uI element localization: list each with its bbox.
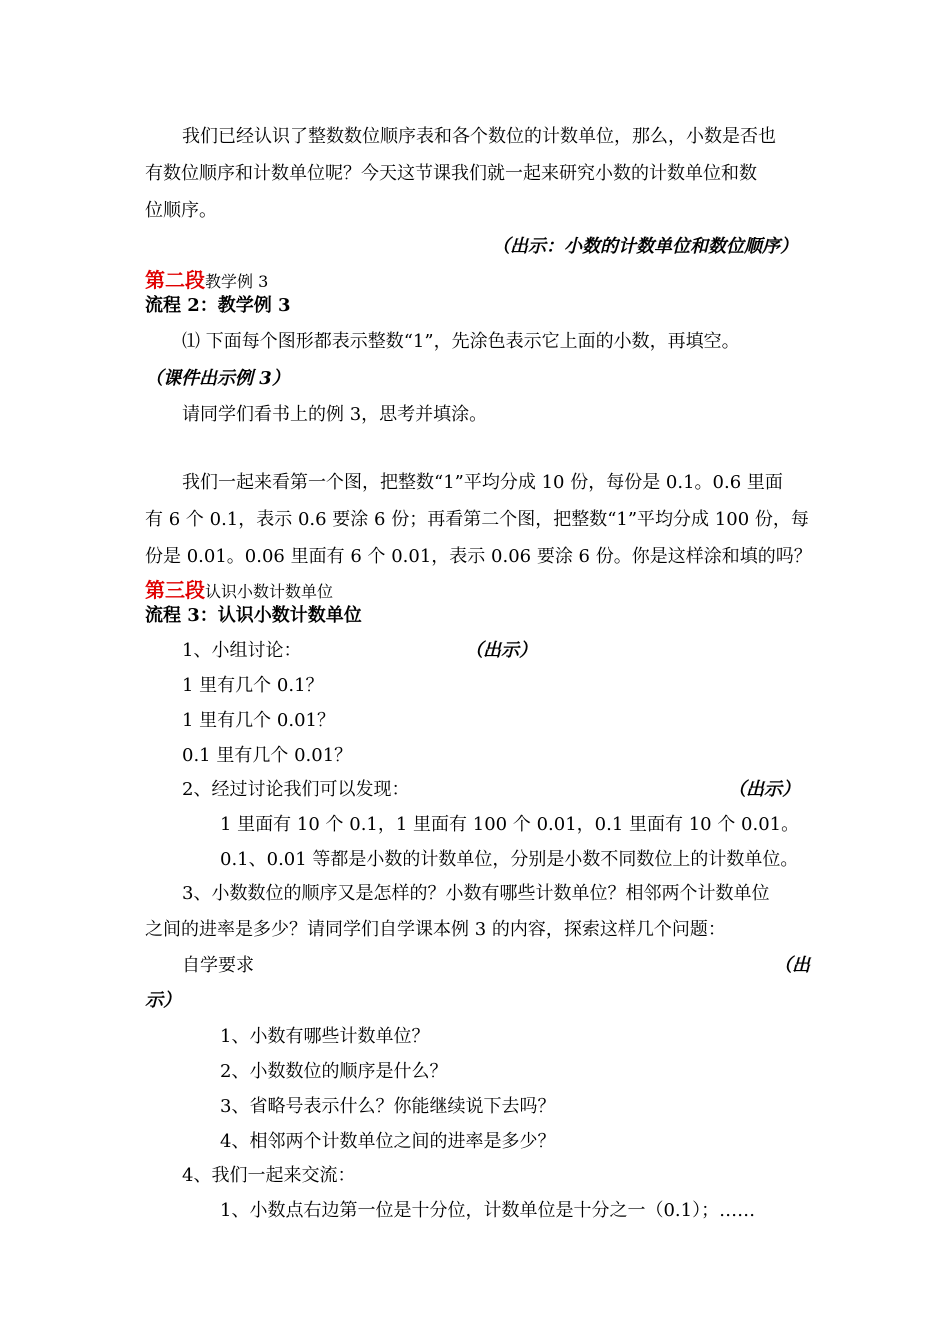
explain-line-2: 有 6 个 0.1，表示 0.6 要涂 6 份；再看第二个图，把整数“1”平均分成 100 份，每 [145,509,809,530]
discuss-label: 1、小组讨论： [182,640,302,661]
section-3-tag: 第三段 [145,578,205,602]
section-3-title: 认识小数计数单位 [205,582,334,601]
requirement-4: 4、相邻两个计数单位之间的进率是多少？ [220,1131,556,1152]
example-item-1: ⑴ 下面每个图形都表示整数“1”，先涂色表示它上面的小数，再填空。 [182,331,740,352]
question-3: 0.1 里有几个 0.01？ [182,745,353,766]
section-3-heading [145,578,333,604]
point-3-line-2: 之间的进率是多少？请同学们自学课本例 3 的内容，探索这样几个问题： [145,919,726,940]
explain-line-3: 份是 0.01。0.06 里面有 6 个 0.01，表示 0.06 要涂 6 份。你是这样涂和填的吗？ [145,546,812,567]
question-2: 1 里有几个 0.01？ [182,710,335,731]
section-2-heading [145,268,268,294]
find-note: （出示） [728,779,800,800]
show-note: （出示：小数的计数单位和数位顺序） [492,236,798,257]
requirement-3: 3、省略号表示什么？你能继续说下去吗？ [220,1096,556,1117]
explain-line-1: 我们一起来看第一个图，把整数“1”平均分成 10 份，每份是 0.1。0.6 里面 [182,472,783,493]
self-study-label: 自学要求 [182,955,254,976]
section-2-title: 教学例 3 [205,272,269,291]
flow-2-heading: 流程 2：教学例 3 [145,295,291,316]
intro-line-1: 我们已经认识了整数数位顺序表和各个数位的计数单位，那么，小数是否也 [182,126,776,147]
requirement-1: 1、小数有哪些计数单位？ [220,1026,430,1047]
requirement-2: 2、小数数位的顺序是什么？ [220,1061,448,1082]
discuss-note: （出示） [465,640,537,661]
intro-line-2: 有数位顺序和计数单位呢？今天这节课我们就一起来研究小数的计数单位和数 [145,163,757,184]
point-3-line-1: 3、小数数位的顺序又是怎样的？小数有哪些计数单位？相邻两个计数单位 [182,883,770,904]
exchange-label: 4、我们一起来交流： [182,1165,356,1186]
exchange-item-1: 1、小数点右边第一位是十分位，计数单位是十分之一（0.1）；…… [220,1200,756,1221]
intro-line-3: 位顺序。 [145,200,217,221]
find-line-1: 1 里面有 10 个 0.1，1 里面有 100 个 0.01，0.1 里面有 10 个 0.01。 [220,814,800,835]
self-study-note-part-2: 示） [145,990,181,1011]
self-study-note-part-1: （出 [774,955,810,976]
find-line-2: 0.1、0.01 等都是小数的计数单位，分别是小数不同数位上的计数单位。 [220,849,799,870]
find-label: 2、经过讨论我们可以发现： [182,779,410,800]
courseware-note: （课件出示例 3） [145,368,290,389]
instruction-text: 请同学们看书上的例 3，思考并填涂。 [182,404,488,425]
section-2-tag: 第二段 [145,268,205,292]
question-1: 1 里有几个 0.1？ [182,675,324,696]
flow-3-heading: 流程 3：认识小数计数单位 [145,605,362,626]
